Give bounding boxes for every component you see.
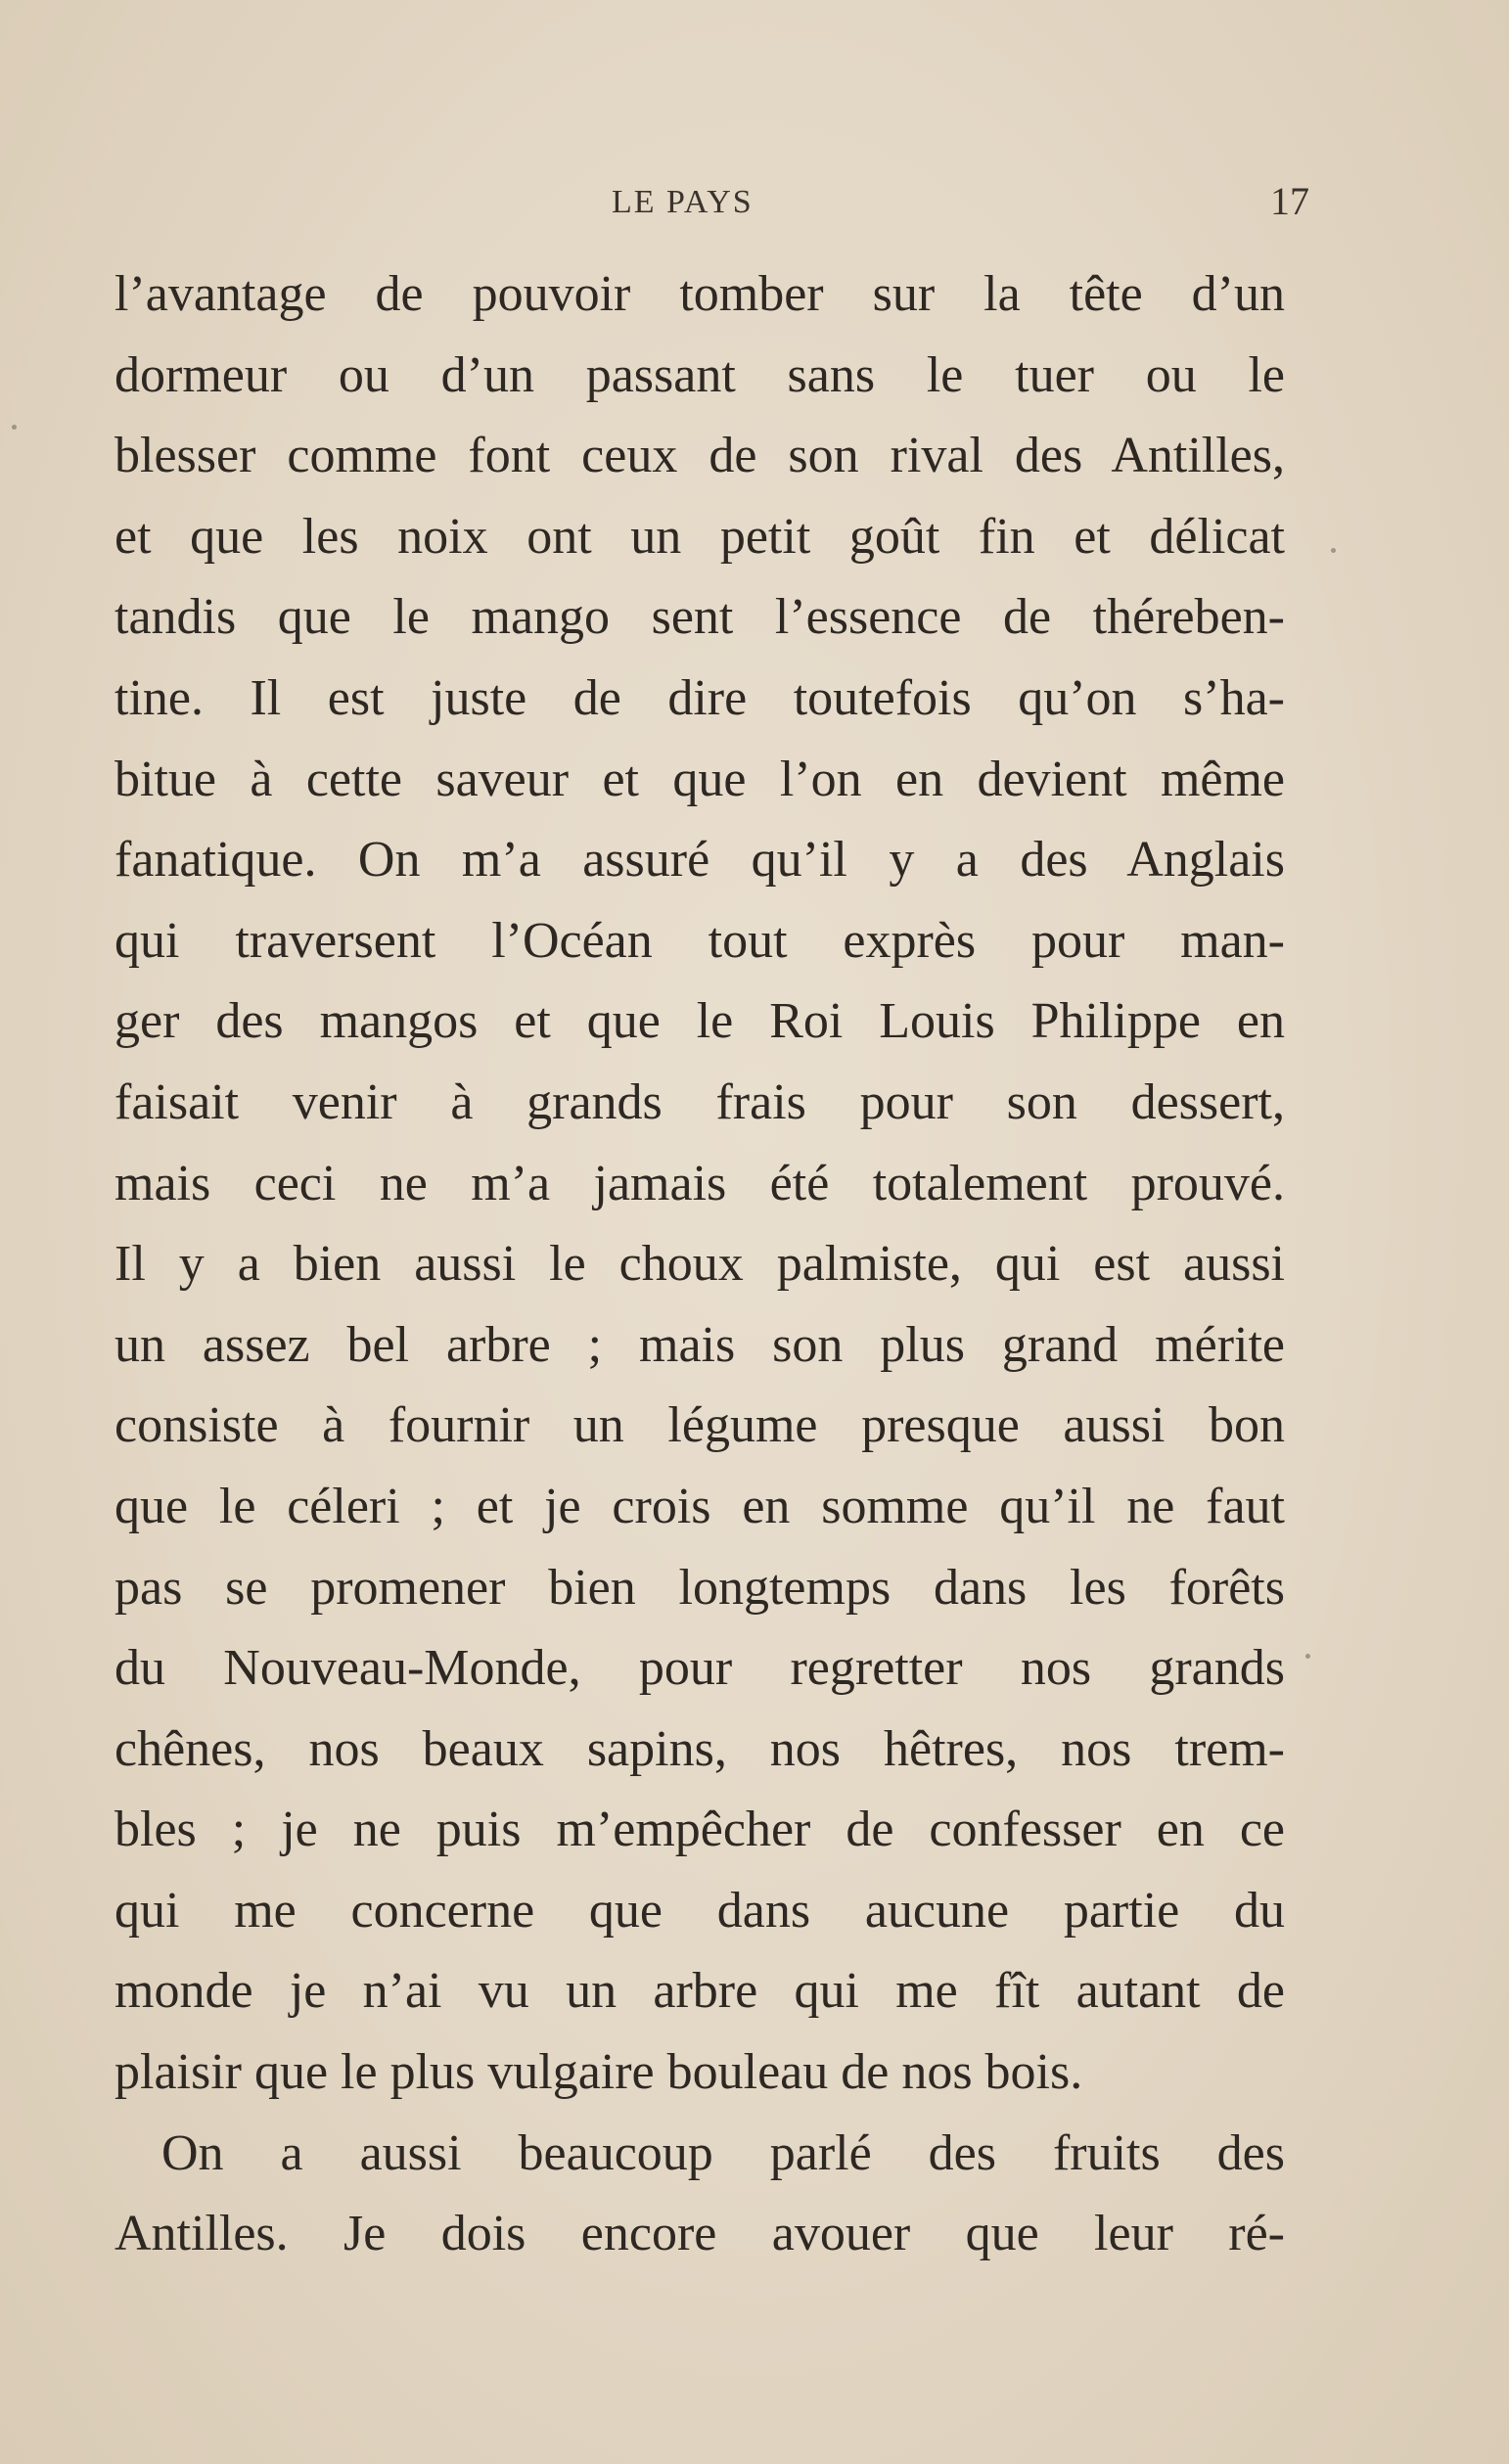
paragraph-start-line: On a aussi beaucoup parlé des fruits des [161, 2124, 1285, 2181]
text-line: fanatique. On m’a assuré qu’il y a des Anglais [114, 832, 1285, 889]
body-text [114, 254, 1285, 2275]
text-line: Il y a bien aussi le choux palmiste, qui est aussi [114, 1236, 1285, 1293]
text-line: du Nouveau-Monde, pour regretter nos grands [114, 1640, 1285, 1697]
text-line: bitue à cette saveur et que l’on en devient même [114, 751, 1285, 807]
text-line: dormeur ou d’un passant sans le tuer ou le [114, 346, 1285, 403]
text-line: qui traversent l’Océan tout exprès pour man- [114, 912, 1285, 969]
text-line: consiste à fournir un légume presque aussi bon [114, 1397, 1285, 1454]
page-header [0, 178, 1509, 237]
page-number: 17 [1270, 179, 1309, 223]
text-line: l’avantage de pouvoir tomber sur la tête d’un [114, 266, 1285, 322]
ink-speck [12, 425, 17, 430]
text-line: pas se promener bien longtemps dans les forêts [114, 1559, 1285, 1616]
text-line: blesser comme font ceux de son rival des Antilles, [114, 428, 1285, 484]
text-line: ger des mangos et que le Roi Louis Philippe en [114, 993, 1285, 1050]
text-line: faisait venir à grands frais pour son dessert, [114, 1073, 1285, 1130]
text-line: tine. Il est juste de dire toutefois qu’on s’ha- [114, 669, 1285, 726]
ink-speck [1331, 548, 1336, 553]
text-line: qui me concerne que dans aucune partie du [114, 1882, 1285, 1939]
text-line: chênes, nos beaux sapins, nos hêtres, nos trem- [114, 1720, 1285, 1777]
text-line: et que les noix ont un petit goût fin et délicat [114, 508, 1285, 565]
text-line: un assez bel arbre ; mais son plus grand mérite [114, 1316, 1285, 1373]
text-line: que le céleri ; et je crois en somme qu’il ne faut [114, 1478, 1285, 1534]
text-line: bles ; je ne puis m’empêcher de confesser en ce [114, 1802, 1285, 1858]
running-head: LE PAYS [612, 184, 754, 220]
text-line: monde je n’ai vu un arbre qui me fît autant de [114, 1963, 1285, 2020]
ink-speck [1305, 1654, 1310, 1659]
text-line: mais ceci ne m’a jamais été totalement prouvé. [114, 1155, 1285, 1211]
text-line: tandis que le mango sent l’essence de théreben- [114, 589, 1285, 646]
text-line: Antilles. Je dois encore avouer que leur ré- [114, 2206, 1285, 2262]
text-line: plaisir que le plus vulgaire bouleau de nos bois. [114, 2044, 1083, 2101]
